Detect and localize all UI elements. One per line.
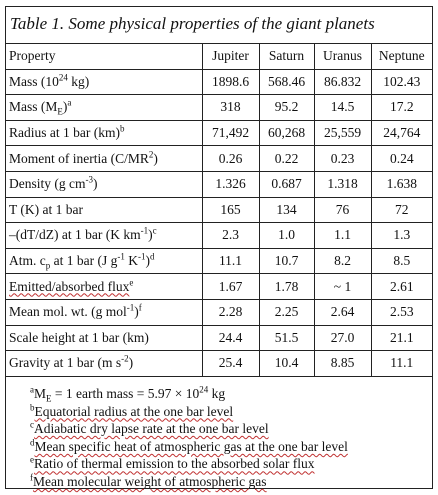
cell-jupiter: 0.26 xyxy=(202,146,259,172)
cell-jupiter: 318 xyxy=(202,95,259,121)
row-label: Radius at 1 bar (km)$^b$ xyxy=(6,120,202,146)
cell-uranus: ~ 1 xyxy=(314,274,371,300)
cell-saturn: 0.22 xyxy=(259,146,314,172)
cell-neptune: 8.5 xyxy=(371,248,432,274)
cell-jupiter: 1898.6 xyxy=(202,69,259,95)
cell-saturn: 568.46 xyxy=(259,69,314,95)
cell-neptune: 1.638 xyxy=(371,171,432,197)
cell-jupiter: 2.3 xyxy=(202,223,259,249)
row-label: T (K) at 1 bar xyxy=(6,197,202,223)
cell-jupiter: 2.28 xyxy=(202,299,259,325)
table-row xyxy=(6,351,432,377)
footnote-c: $^c$Adiabatic dry lapse rate at the one bar level xyxy=(30,419,269,437)
footnote-f: $^f$Mean molecular weight of atmospheric gas xyxy=(30,472,267,489)
table-row xyxy=(6,248,432,274)
footnotes xyxy=(30,385,348,491)
footnote-e: $^e$Ratio of thermal emission to the absorbed solar flux xyxy=(30,454,315,472)
cell-saturn: 10.4 xyxy=(259,351,314,377)
cell-saturn: 51.5 xyxy=(259,325,314,351)
cell-uranus: 76 xyxy=(314,197,371,223)
cell-saturn: 60,268 xyxy=(259,120,314,146)
properties-table xyxy=(6,43,432,377)
cell-neptune: 11.1 xyxy=(371,351,432,377)
row-label: Scale height at 1 bar (km) xyxy=(6,325,202,351)
cell-neptune: 102.43 xyxy=(371,69,432,95)
table-row xyxy=(6,146,432,172)
row-label: Mean mol. wt. (g mol$^{-1}$)$^f$ xyxy=(6,299,202,325)
header-property: Property xyxy=(6,44,202,70)
header-neptune: Neptune xyxy=(371,44,432,70)
cell-saturn: 134 xyxy=(259,197,314,223)
cell-neptune: 0.24 xyxy=(371,146,432,172)
header-jupiter: Jupiter xyxy=(202,44,259,70)
cell-saturn: 1.0 xyxy=(259,223,314,249)
cell-uranus: 2.64 xyxy=(314,299,371,325)
table-row xyxy=(6,95,432,121)
cell-jupiter: 11.1 xyxy=(202,248,259,274)
cell-neptune: 1.3 xyxy=(371,223,432,249)
row-label: Emitted/absorbed flux$^e$ xyxy=(6,274,202,300)
cell-neptune: 72 xyxy=(371,197,432,223)
table-row xyxy=(6,325,432,351)
row-label: Density (g $cm^{-3}$) xyxy=(6,171,202,197)
cell-jupiter: 1.67 xyxy=(202,274,259,300)
table-row xyxy=(6,299,432,325)
cell-jupiter: 71,492 xyxy=(202,120,259,146)
table-row xyxy=(6,223,432,249)
cell-uranus: 25,559 xyxy=(314,120,371,146)
cell-uranus: 1.1 xyxy=(314,223,371,249)
cell-neptune: 21.1 xyxy=(371,325,432,351)
row-label: Mass ($10^{24}$ kg) xyxy=(6,69,202,95)
cell-jupiter: 25.4 xyxy=(202,351,259,377)
cell-uranus: 86.832 xyxy=(314,69,371,95)
row-label: Gravity at 1 bar (m $s^{-2}$) xyxy=(6,351,202,377)
header-saturn: Saturn xyxy=(259,44,314,70)
cell-jupiter: 1.326 xyxy=(202,171,259,197)
header-row xyxy=(6,44,432,70)
cell-jupiter: 165 xyxy=(202,197,259,223)
row-label: Atm. $c_p$ at 1 bar (J $g^{-1}$ $K^{-1})^d$ xyxy=(6,248,202,274)
table-row xyxy=(6,120,432,146)
cell-neptune: 24,764 xyxy=(371,120,432,146)
row-label: Mass $(M_E)^a$ xyxy=(6,95,202,121)
table-row xyxy=(6,274,432,300)
row-label: Moment of inertia $(C/MR^2)$ xyxy=(6,146,202,172)
cell-uranus: 1.318 xyxy=(314,171,371,197)
table-title: Table 1. Some physical properties of the giant planets xyxy=(10,14,375,33)
cell-uranus: 27.0 xyxy=(314,325,371,351)
table-frame xyxy=(5,6,433,489)
cell-neptune: 17.2 xyxy=(371,95,432,121)
footnote-b: $^b$Equatorial radius at the one bar level xyxy=(30,402,234,419)
table-row xyxy=(6,171,432,197)
cell-neptune: 2.61 xyxy=(371,274,432,300)
cell-saturn: 0.687 xyxy=(259,171,314,197)
cell-neptune: 2.53 xyxy=(371,299,432,325)
cell-saturn: 2.25 xyxy=(259,299,314,325)
table-row xyxy=(6,197,432,223)
cell-saturn: 10.7 xyxy=(259,248,314,274)
header-uranus: Uranus xyxy=(314,44,371,70)
cell-jupiter: 24.4 xyxy=(202,325,259,351)
cell-uranus: 0.23 xyxy=(314,146,371,172)
cell-uranus: 14.5 xyxy=(314,95,371,121)
cell-saturn: 1.78 xyxy=(259,274,314,300)
row-label: –(dT/dZ) at 1 bar (K $km^{-1})^c$ xyxy=(6,223,202,249)
cell-saturn: 95.2 xyxy=(259,95,314,121)
table-row xyxy=(6,69,432,95)
cell-uranus: 8.2 xyxy=(314,248,371,274)
footnote-a: $^aM_E = 1$ earth mass = $5.97 \times 10^{24}$ kg xyxy=(30,384,226,404)
cell-uranus: 8.85 xyxy=(314,351,371,377)
footnote-d: $^d$Mean specific heat of atmospheric gas at the one bar level xyxy=(30,437,348,454)
